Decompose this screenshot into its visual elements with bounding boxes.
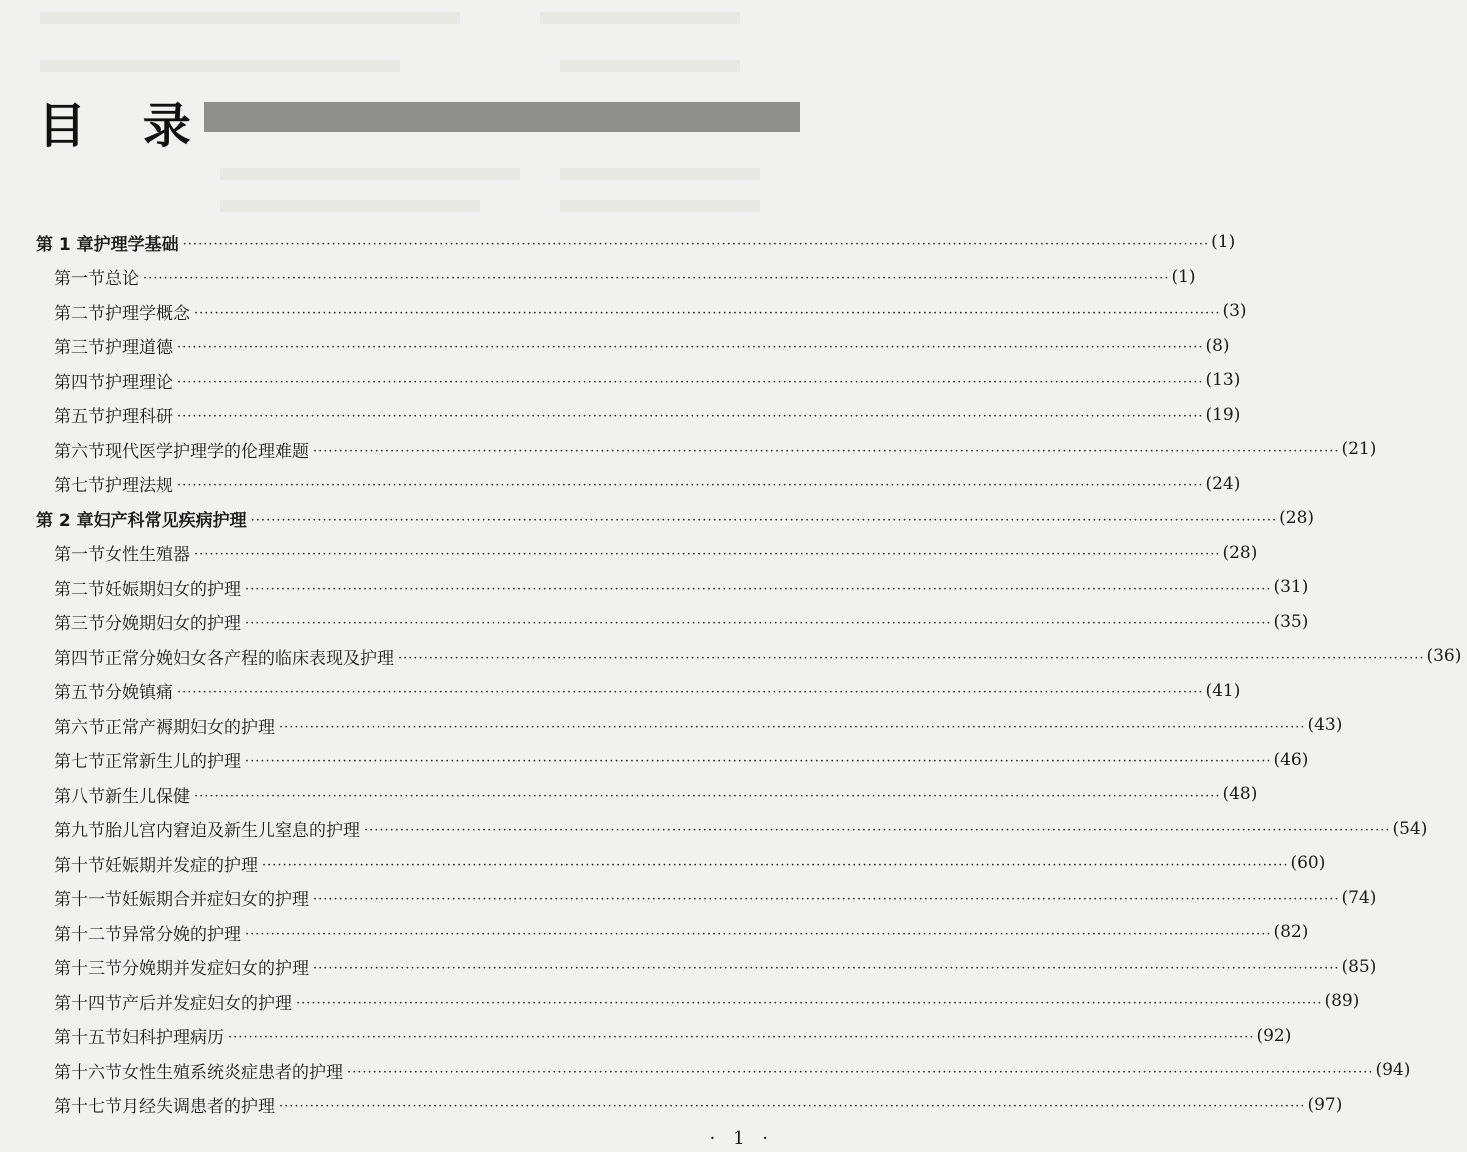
entry-number: 第七节 [54, 752, 105, 772]
leader-dots: ········································································································································································································ [398, 650, 1425, 666]
toc-section-entry [0, 984, 1360, 1018]
toc-section-entry [0, 950, 1377, 984]
entry-number: 第八节 [54, 786, 105, 807]
leader-dots: ········································································································································································································ [347, 1064, 1374, 1080]
entry-title: 女性生殖系统炎症患者的护理 [122, 1062, 343, 1083]
entry-page: (97) [1307, 1094, 1343, 1115]
toc-section-entry [0, 1019, 1292, 1053]
leader-dots: ········································································································································································································ [143, 271, 1170, 286]
entry-page: (28) [1279, 508, 1315, 528]
toc-heading-row [38, 96, 800, 156]
entry-title: 妊娠期并发症的护理 [105, 855, 258, 876]
entry-page: (21) [1341, 439, 1377, 459]
toc-section-entry [0, 777, 1258, 811]
toc-section-entry [0, 467, 1241, 501]
leader-dots: ········································································································································································································ [262, 857, 1289, 873]
entry-page: (35) [1273, 611, 1309, 632]
entry-page: (82) [1273, 922, 1309, 942]
page-number: · 1 · [709, 1128, 774, 1149]
entry-number: 第十二节 [54, 924, 122, 945]
entry-number: 第三节 [54, 614, 105, 634]
toc-section-entry [0, 915, 1309, 949]
entry-page: (43) [1307, 715, 1343, 735]
entry-number: 第一节 [54, 269, 105, 289]
entry-page: (24) [1205, 473, 1241, 494]
entry-title: 妊娠期合并症妇女的护理 [122, 890, 309, 910]
entry-title: 现代医学护理学的伦理难题 [105, 441, 309, 462]
entry-number: 第十六节 [54, 1062, 122, 1083]
entry-page: (94) [1375, 1060, 1411, 1080]
heading-decor-bar [204, 102, 800, 132]
entry-title: 护理法规 [105, 476, 173, 496]
entry-title: 产后并发症妇女的护理 [122, 993, 292, 1014]
toc-section-entry [0, 536, 1258, 570]
entry-page: (19) [1205, 404, 1241, 425]
entry-page: (31) [1273, 577, 1309, 597]
toc-chapter-entry [0, 225, 1236, 259]
toc-section-entry [0, 812, 1428, 846]
entry-page: (85) [1341, 956, 1377, 977]
entry-number: 第五节 [54, 407, 105, 427]
entry-page: (8) [1205, 335, 1230, 356]
toc-section-entry [0, 329, 1230, 363]
leader-dots: ········································································································································································································ [177, 409, 1204, 424]
leader-dots: ········································································································································································································ [245, 926, 1272, 942]
entry-number: 第 1 章 [36, 234, 94, 255]
toc-section-entry [0, 639, 1462, 673]
entry-number: 第一节 [54, 545, 105, 565]
entry-title: 妇科护理病历 [122, 1028, 224, 1048]
toc-section-entry [0, 294, 1247, 328]
entry-number: 第十七节 [54, 1097, 122, 1117]
entry-page: (36) [1426, 646, 1462, 666]
entry-title: 护理学基础 [93, 234, 179, 255]
leader-dots: ········································································································································································································ [245, 616, 1272, 631]
entry-title: 妊娠期妇女的护理 [105, 579, 241, 600]
entry-page: (48) [1222, 784, 1258, 804]
entry-page: (60) [1290, 853, 1326, 873]
toc-section-entry [0, 570, 1309, 604]
entry-number: 第五节 [54, 683, 105, 703]
toc-section-entry [0, 708, 1343, 742]
entry-number: 第四节 [54, 372, 105, 393]
leader-dots: ········································································································································································································ [194, 788, 1221, 804]
entry-number: 第四节 [54, 648, 105, 669]
entry-title: 妇产科常见疾病护理 [93, 510, 247, 531]
leader-dots: ········································································································································································································ [279, 719, 1306, 735]
leader-dots: ········································································································································································································ [177, 340, 1204, 355]
leader-dots: ········································································································································································································ [245, 754, 1272, 769]
entry-title: 女性生殖器 [105, 545, 190, 565]
entry-title: 正常分娩妇女各产程的临床表现及护理 [105, 648, 394, 669]
toc-heading: 目 录 [38, 98, 211, 154]
toc-section-entry [0, 432, 1377, 466]
entry-page: (89) [1324, 991, 1360, 1011]
entry-number: 第三节 [54, 338, 105, 358]
leader-dots: ········································································································································································································ [177, 478, 1204, 493]
entry-number: 第六节 [54, 441, 105, 462]
toc-section-entry [0, 743, 1309, 777]
entry-number: 第十三节 [54, 959, 122, 979]
entry-number: 第十五节 [54, 1028, 122, 1048]
leader-dots: ········································································································································································································ [313, 892, 1340, 907]
entry-title: 护理学概念 [105, 303, 190, 324]
entry-title: 护理理论 [105, 372, 173, 393]
entry-title: 胎儿宫内窘迫及新生儿窒息的护理 [105, 821, 360, 841]
entry-page: (13) [1205, 370, 1241, 390]
entry-number: 第十节 [54, 855, 105, 876]
leader-dots: ········································································································································································································ [177, 374, 1204, 390]
entry-title: 正常新生儿的护理 [105, 752, 241, 772]
leader-dots: ········································································································································································································ [245, 581, 1272, 597]
entry-page: (28) [1222, 542, 1258, 563]
entry-number: 第九节 [54, 821, 105, 841]
entry-number: 第十四节 [54, 993, 122, 1014]
entry-title: 新生儿保健 [105, 786, 190, 807]
leader-dots: ········································································································································································································ [228, 1030, 1255, 1045]
entry-title: 总论 [105, 269, 139, 289]
entry-number: 第 2 章 [36, 510, 94, 531]
toc-section-entry [0, 1088, 1343, 1122]
leader-dots: ········································································································································································································ [279, 1099, 1306, 1114]
entry-number: 第二节 [54, 303, 105, 324]
toc-section-entry [0, 674, 1241, 708]
entry-title: 护理科研 [105, 407, 173, 427]
entry-title: 正常产褥期妇女的护理 [105, 717, 275, 738]
entry-page: (46) [1273, 749, 1309, 770]
toc-section-entry [0, 881, 1377, 915]
leader-dots: ········································································································································································································ [194, 547, 1221, 562]
entry-title: 分娩镇痛 [105, 683, 173, 703]
leader-dots: ········································································································································································································ [194, 305, 1221, 321]
leader-dots: ········································································································································································································ [313, 443, 1340, 459]
entry-title: 异常分娩的护理 [122, 924, 241, 945]
entry-page: (54) [1392, 818, 1428, 839]
leader-dots: ········································································································································································································ [177, 685, 1204, 700]
entry-page: (41) [1205, 680, 1241, 701]
entry-page: (1) [1211, 232, 1236, 252]
leader-dots: ········································································································································································································ [296, 995, 1323, 1011]
entry-number: 第六节 [54, 717, 105, 738]
toc-section-entry [0, 1053, 1411, 1087]
entry-number: 第十一节 [54, 890, 122, 910]
toc-section-entry [0, 363, 1241, 397]
entry-title: 分娩期并发症妇女的护理 [122, 959, 309, 979]
leader-dots: ········································································································································································································ [313, 961, 1340, 976]
toc-section-entry [0, 846, 1326, 880]
leader-dots: ········································································································································································································ [364, 823, 1391, 838]
entry-title: 月经失调患者的护理 [122, 1097, 275, 1117]
entry-number: 第七节 [54, 476, 105, 496]
leader-dots: ········································································································································································································ [182, 236, 1210, 252]
toc-section-entry [0, 605, 1309, 639]
entry-page: (3) [1222, 301, 1247, 321]
entry-page: (1) [1171, 266, 1196, 287]
entry-title: 护理道德 [105, 338, 173, 358]
leader-dots: ········································································································································································································ [250, 512, 1278, 528]
entry-number: 第二节 [54, 579, 105, 600]
entry-page: (92) [1256, 1025, 1292, 1046]
toc-section-entry [0, 260, 1196, 294]
toc-section-entry [0, 398, 1241, 432]
entry-title: 分娩期妇女的护理 [105, 614, 241, 634]
toc-chapter-entry [0, 501, 1315, 535]
entry-page: (74) [1341, 887, 1377, 908]
